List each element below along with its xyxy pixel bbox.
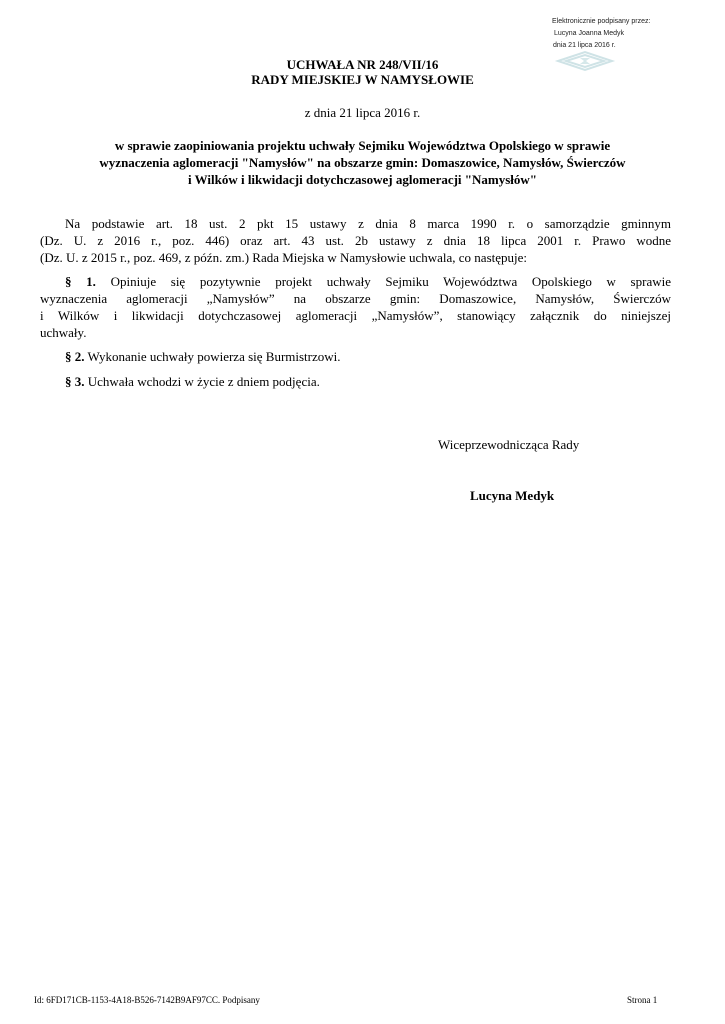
signature-label: Elektronicznie podpisany przez:: [552, 18, 651, 25]
document-subject: [60, 137, 665, 188]
subject-line: w sprawie zaopiniowania projektu uchwały Sejmiku Województwa Opolskiego w sprawie: [114, 138, 611, 153]
section-text: Wykonanie uchwały powierza się Burmistrzowi.: [84, 349, 341, 364]
paragraph-line: uchwały.: [40, 325, 87, 340]
document-date: z dnia 21 lipca 2016 r.: [304, 105, 421, 120]
paragraph-line: [40, 348, 671, 365]
paragraph-line: [40, 273, 671, 290]
section-2: [40, 348, 671, 365]
signatory-name: Lucyna Medyk: [470, 488, 555, 503]
legal-basis-paragraph: [40, 215, 671, 266]
section-text: Opiniuje się pozytywnie projekt uchwały Sejmiku Województwa Opolskiego w sprawie: [95, 274, 671, 289]
section-1: [40, 273, 671, 341]
signer-name: Lucyna Joanna Medyk: [554, 30, 625, 37]
footer-document-id: Id: 6FD171CB-1153-4A18-B526-7142B9AF97CC. Podpisany: [34, 995, 260, 1005]
subject-line: i Wilków i likwidacji dotychczasowej aglomeracji "Namysłów": [187, 172, 538, 187]
signature-date: dnia 21 lipca 2016 r.: [553, 42, 616, 49]
subject-line: wyznaczenia aglomeracji "Namysłów" na obszarze gmin: Domaszowice, Namysłów, Świerczów: [99, 155, 626, 170]
section-text: Uchwała wchodzi w życie z dniem podjęcia.: [84, 374, 320, 389]
paragraph-line: (Dz. U. z 2015 r., poz. 469, z późn. zm.) Rada Miejska w Namysłowie uchwala, co następuje:: [40, 250, 528, 265]
paragraph-line: wyznaczenia aglomeracji „Namysłów” na obszarze gmin: Domaszowice, Namysłów, Świerczów: [40, 291, 671, 306]
paragraph-line: [40, 373, 671, 390]
issuing-body: RADY MIEJSKIEJ W NAMYSŁOWIE: [251, 72, 474, 87]
paragraph-line: (Dz. U. z 2016 r., poz. 446) oraz art. 43 ust. 2b ustawy z dnia 18 lipca 2001 r. Prawo wodne: [40, 233, 671, 248]
section-label: § 1.: [65, 274, 96, 289]
signatory-role: Wiceprzewodnicząca Rady: [438, 437, 580, 452]
section-label: § 2.: [65, 349, 85, 364]
footer-page-number: Strona 1: [627, 995, 658, 1005]
paragraph-line: i Wilków i likwidacji dotychczasowej aglomeracji „Namysłów”, stanowiący załącznik do niniejszej: [40, 308, 671, 323]
document-title: UCHWAŁA NR 248/VII/16: [286, 57, 439, 72]
paragraph-line: Na podstawie art. 18 ust. 2 pkt 15 ustawy z dnia 8 marca 1990 r. o samorządzie gminnym: [65, 216, 671, 231]
section-label: § 3.: [65, 374, 85, 389]
electronic-signature-info: [552, 16, 672, 52]
section-3: [40, 373, 671, 390]
